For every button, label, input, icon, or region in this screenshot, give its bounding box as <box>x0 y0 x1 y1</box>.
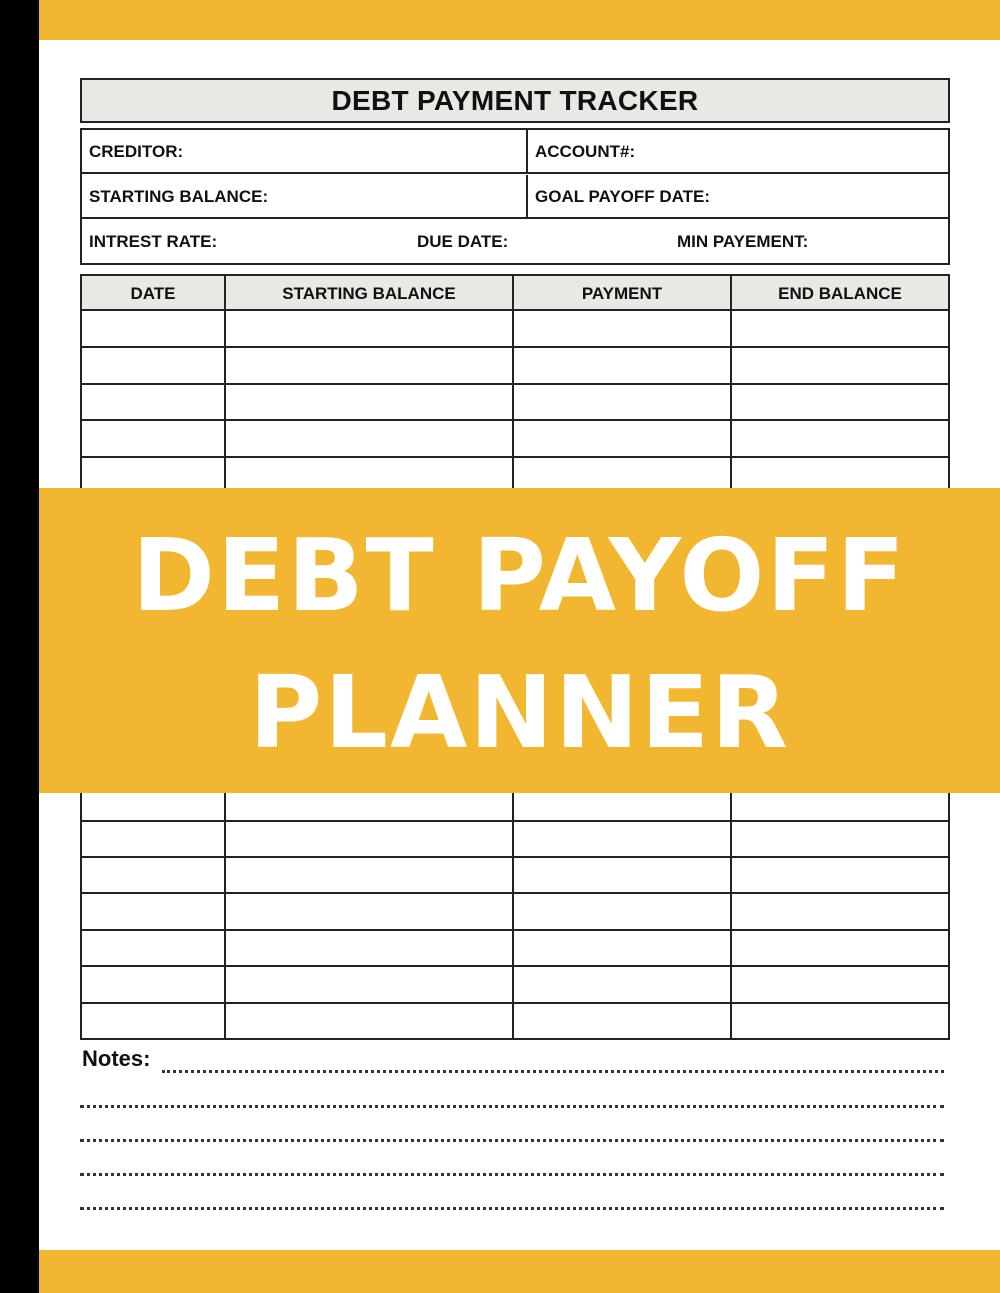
account-number-field[interactable]: ACCOUNT#: <box>535 142 636 161</box>
notes-line[interactable] <box>162 1070 944 1073</box>
bottom-accent-band <box>39 1250 1000 1293</box>
table-row-divider <box>82 1002 948 1004</box>
info-row-balance <box>82 175 948 219</box>
due-date-field[interactable]: DUE DATE: <box>417 232 509 251</box>
cover-title-line-2: PLANNER <box>248 654 791 771</box>
table-row-divider <box>82 856 948 858</box>
notes-line[interactable] <box>80 1139 944 1142</box>
book-spine <box>0 0 39 1293</box>
column-header-date: DATE <box>130 283 176 303</box>
tracker-title: DEBT PAYMENT TRACKER <box>80 78 950 123</box>
starting-balance-field[interactable]: STARTING BALANCE: <box>89 187 269 206</box>
notes-line[interactable] <box>80 1105 944 1108</box>
info-row-terms <box>82 220 948 264</box>
table-header-row <box>82 276 948 311</box>
column-header-starting-balance: STARTING BALANCE <box>282 283 456 303</box>
column-header-end-balance: END BALANCE <box>778 283 902 303</box>
debt-info-section <box>80 128 950 265</box>
table-row-divider <box>82 965 948 967</box>
cover-title-line-1: DEBT PAYOFF <box>132 517 907 634</box>
table-row-divider <box>82 1038 948 1040</box>
min-payment-field[interactable]: MIN PAYEMENT: <box>677 232 809 251</box>
table-row-divider <box>82 820 948 822</box>
goal-payoff-date-field[interactable]: GOAL PAYOFF DATE: <box>535 187 711 206</box>
table-row-divider <box>82 419 948 421</box>
notes-line[interactable] <box>80 1207 944 1210</box>
cover-title-banner <box>39 488 1000 793</box>
notes-label: Notes: <box>82 1046 151 1071</box>
interest-rate-field[interactable]: INTREST RATE: <box>89 232 218 251</box>
table-row-divider <box>82 346 948 348</box>
table-row-divider <box>82 929 948 931</box>
notes-line[interactable] <box>80 1173 944 1176</box>
creditor-field[interactable]: CREDITOR: <box>89 142 184 161</box>
top-accent-band <box>39 0 1000 40</box>
info-row-creditor <box>82 130 948 174</box>
table-row-divider <box>82 456 948 458</box>
table-row-divider <box>82 383 948 385</box>
column-header-payment: PAYMENT <box>581 283 663 303</box>
table-row-divider <box>82 892 948 894</box>
